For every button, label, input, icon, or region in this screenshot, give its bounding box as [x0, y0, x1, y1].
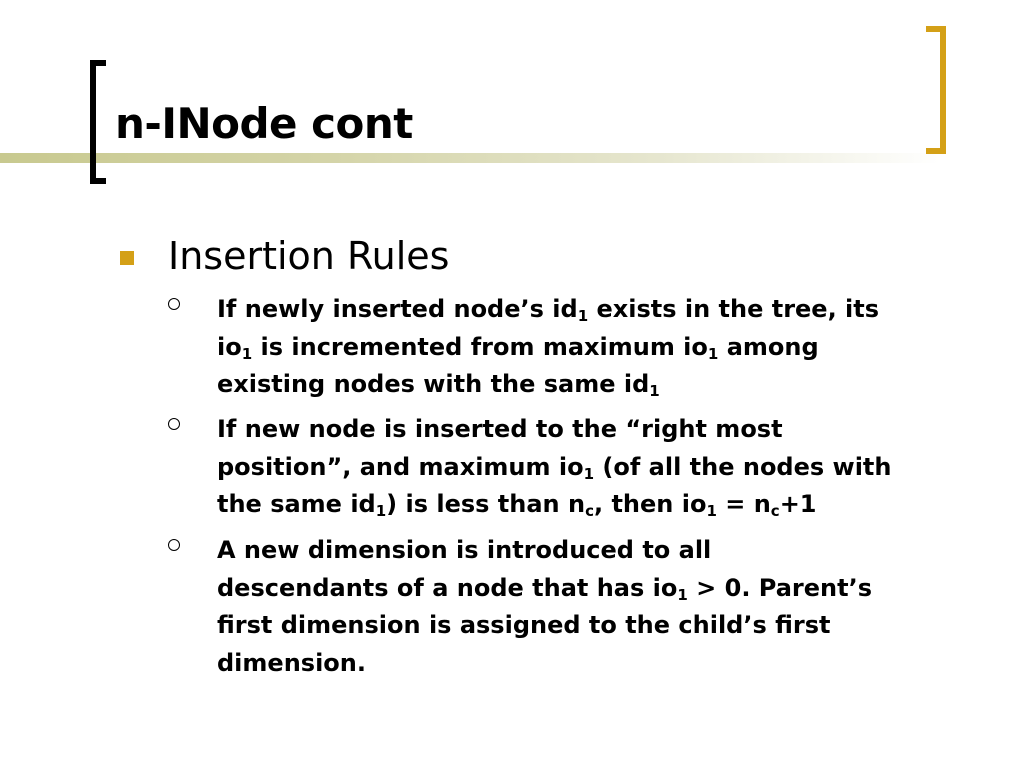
text-run: exists in the tree, its [588, 295, 880, 323]
text-line [217, 532, 957, 570]
square-bullet-icon [120, 251, 134, 265]
sub-bullet-text [217, 411, 957, 524]
text-run: position”, and maximum io [217, 452, 584, 481]
circle-bullet-icon [168, 418, 180, 430]
text-run: A new dimension is introduced to all [217, 536, 712, 564]
subscript: 1 [706, 502, 717, 520]
text-run: existing nodes with the same id [217, 370, 650, 398]
subscript: 1 [375, 502, 387, 520]
text-run: is incremented from maximum io [252, 332, 708, 361]
text-line [217, 570, 957, 608]
sub-bullet-text [217, 532, 957, 682]
text-line [217, 411, 957, 449]
text-run: among [718, 332, 819, 361]
text-line [217, 486, 957, 524]
text-run: the same id [217, 490, 376, 518]
text-run: > 0. Parent’s [687, 573, 873, 602]
subscript: 1 [649, 382, 660, 400]
text-line [217, 449, 957, 487]
text-line [217, 291, 957, 329]
subscript: c [585, 502, 594, 520]
subscript: 1 [707, 344, 719, 363]
text-run: first dimension is assigned to the child’s first [217, 611, 831, 639]
text-run: descendants of a node that has io [217, 573, 678, 602]
text-run: dimension. [217, 648, 366, 677]
text-line [217, 366, 957, 404]
text-run: ) is less than n [386, 490, 586, 518]
left-bracket-decoration [90, 60, 106, 184]
subscript: 1 [677, 585, 688, 604]
circle-bullet-icon [168, 539, 180, 551]
slide-title: n-INode cont [115, 99, 413, 148]
subscript: 1 [577, 307, 589, 325]
text-run: , then io [593, 490, 707, 518]
text-run: io [217, 332, 242, 361]
right-bracket-decoration [926, 26, 946, 154]
text-run: +1 [779, 490, 817, 518]
text-run: = n [716, 490, 771, 518]
circle-bullet-icon [168, 298, 180, 310]
text-run: If newly inserted node’s id [217, 295, 578, 323]
text-line [217, 645, 957, 683]
text-run: (of all the nodes with [594, 452, 892, 481]
text-line [217, 607, 957, 645]
subscript: 1 [241, 344, 253, 363]
text-line [217, 329, 957, 367]
subscript: 1 [583, 464, 595, 483]
sub-bullet-text [217, 291, 957, 404]
text-run: If new node is inserted to the “right most [217, 415, 783, 443]
subscript: c [770, 502, 780, 520]
bullet-insertion-rules: Insertion Rules [168, 234, 450, 278]
title-underline-rule [0, 153, 940, 163]
